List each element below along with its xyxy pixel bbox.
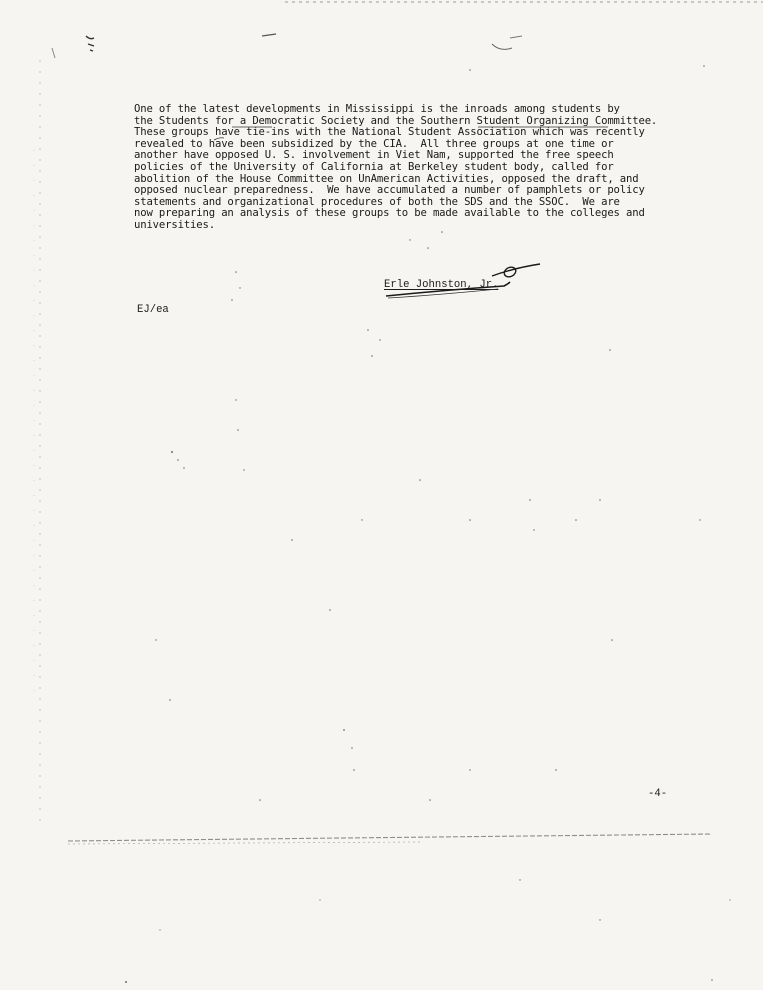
signature-name: Erle Johnston, Jr. (384, 279, 499, 291)
body-line: revealed to have been subsidized by the CIA. All three groups at one time or (134, 137, 614, 150)
typist-initials: EJ/ea (137, 304, 169, 316)
body-line: policies of the University of California at Berkeley student body, called for (134, 160, 614, 173)
body-line: now preparing an analysis of these groups to be made available to the colleges and (134, 207, 645, 220)
body-line: universities. (134, 218, 215, 231)
body-line: the Students for a Democratic Society and the Southern Student Organizing Committee. (134, 114, 658, 127)
body-line: These groups have tie-ins with the National Student Association which was recently (134, 126, 645, 139)
body-line: abolition of the House Committee on UnAmerican Activities, opposed the draft, and (134, 172, 639, 185)
body-line: opposed nuclear preparedness. We have accumulated a number of pamphlets or policy (134, 184, 645, 197)
page-number: -4- (648, 788, 668, 800)
body-paragraph (134, 104, 674, 232)
body-line: another have opposed U. S. involvement in Viet Nam, supported the free speech (134, 149, 614, 162)
body-line: statements and organizational procedures of both the SDS and the SSOC. We are (134, 195, 620, 208)
body-line: One of the latest developments in Mississippi is the inroads among students by (134, 103, 620, 115)
